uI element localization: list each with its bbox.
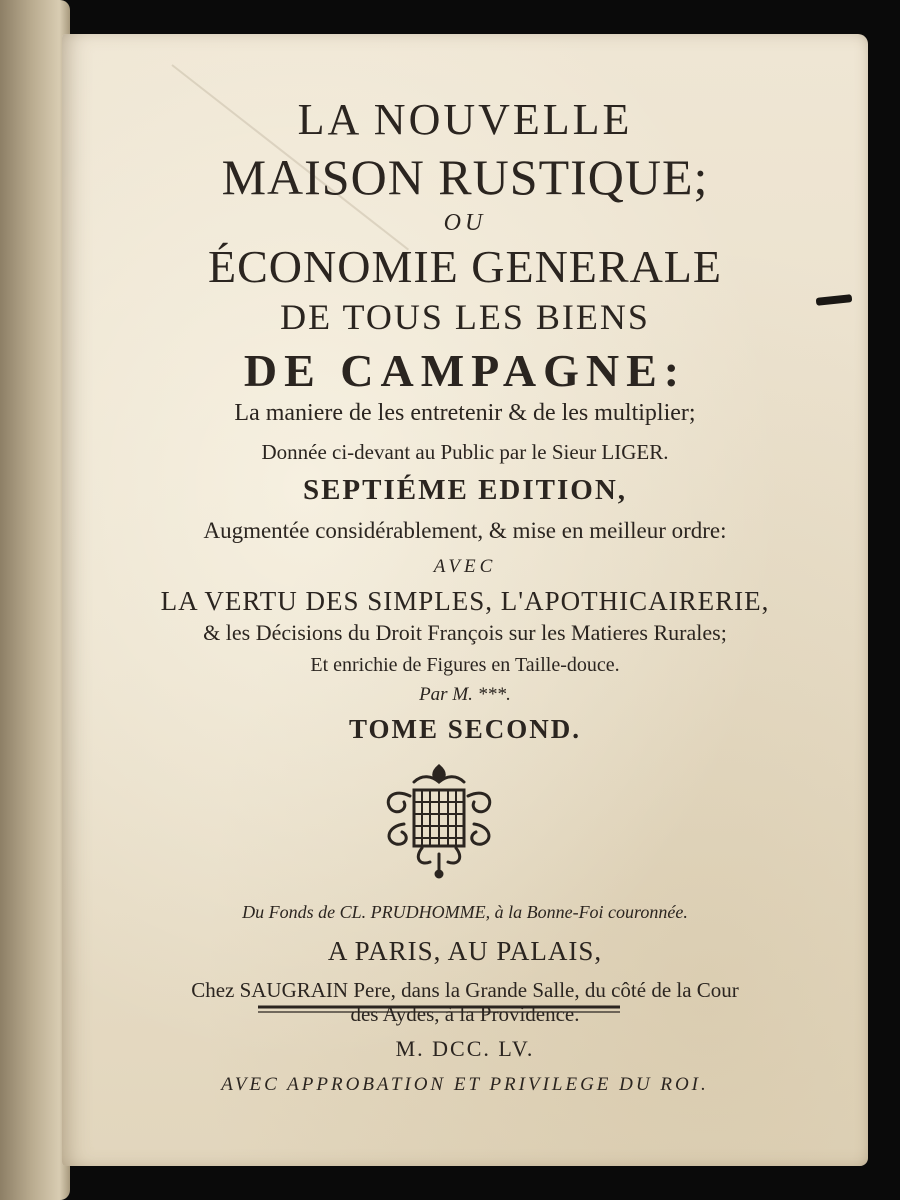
title-line-2: MAISON RUSTIQUE; [221,149,709,205]
publisher-address-line: des Aydes, à la Providence. [350,1002,580,1026]
par-line: Par M. ***. [419,684,511,705]
author-line: Donnée ci-devant au Public par le Sieur LIGER. [261,440,669,464]
avec-line: AVEC [433,556,497,577]
vertu-line: LA VERTU DES SIMPLES, L'APOTHICAIRERIE, [160,586,770,616]
edition-line: SEPTIÉME EDITION, [302,474,628,506]
title-ou: OU [443,210,487,236]
date-line: M. DCC. LV. [395,1036,535,1061]
book-spine-edge [0,0,70,1200]
subtitle-line: La maniere de les entretenir & de les multiplier; [234,400,696,426]
title-line-4: DE TOUS LES BIENS [280,297,650,337]
publisher-line: Chez SAUGRAIN Pere, dans la Grande Salle, du côté de la Cour [191,978,739,1002]
title-line-1: LA NOUVELLE [297,95,633,144]
title-page [62,34,868,1166]
title-line-3: ÉCONOMIE GENERALE [208,241,722,292]
printer-ornament [374,762,504,880]
title-line-5: DE CAMPAGNE: [243,345,687,396]
tome-line: TOME SECOND. [348,714,582,744]
decisions-line: & les Décisions du Droit François sur les Matieres Rurales; [203,620,727,645]
fonds-line: Du Fonds de CL. PRUDHOMME, à la Bonne-Foi couronnée. [242,902,688,922]
augmentee-line: Augmentée considérablement, & mise en meilleur ordre: [203,518,727,543]
privilege-line: AVEC APPROBATION ET PRIVILEGE DU ROI. [221,1074,709,1095]
double-rule [258,1004,620,1014]
paris-line: A PARIS, AU PALAIS, [327,936,603,966]
figures-line: Et enrichie de Figures en Taille-douce. [310,654,620,676]
